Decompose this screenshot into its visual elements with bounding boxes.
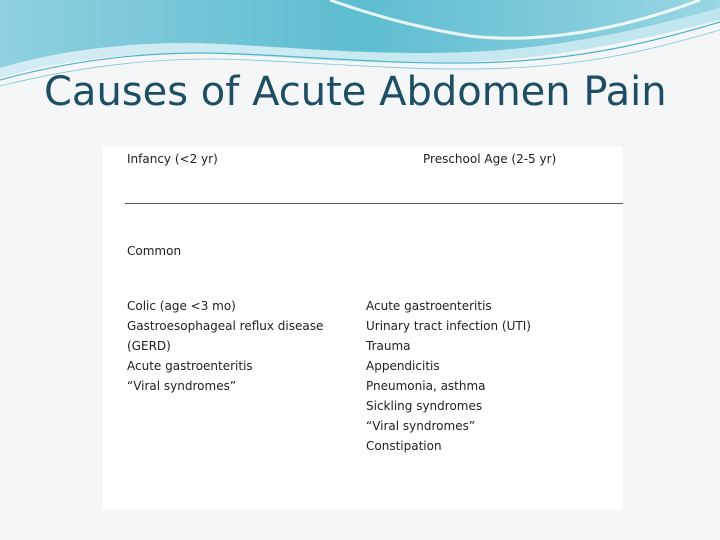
header-divider xyxy=(125,203,623,204)
list-item: Trauma xyxy=(366,339,411,353)
list-item: Sickling syndromes xyxy=(366,399,483,413)
list-item: Colic (age <3 mo) xyxy=(127,299,236,313)
list-item: Gastroesophageal reflux disease xyxy=(127,319,324,333)
list-item: Pneumonia, asthma xyxy=(366,379,486,393)
list-item: Appendicitis xyxy=(366,359,440,373)
list-item: “Viral syndromes” xyxy=(127,379,237,393)
column-header-preschool: Preschool Age (2-5 yr) xyxy=(423,152,557,166)
list-item: Acute gastroenteritis xyxy=(366,299,492,313)
section-label-common: Common xyxy=(127,244,182,258)
infancy-causes-list xyxy=(127,296,347,396)
list-item: (GERD) xyxy=(127,339,171,353)
column-header-infancy: Infancy (<2 yr) xyxy=(127,152,218,166)
slide-title: Causes of Acute Abdomen Pain xyxy=(44,69,667,115)
list-item: Acute gastroenteritis xyxy=(127,359,253,373)
list-item: “Viral syndromes” xyxy=(366,419,476,433)
list-item: Urinary tract infection (UTI) xyxy=(366,319,531,333)
list-item: Constipation xyxy=(366,439,442,453)
preschool-causes-list xyxy=(366,296,606,456)
causes-table-image xyxy=(103,147,623,510)
